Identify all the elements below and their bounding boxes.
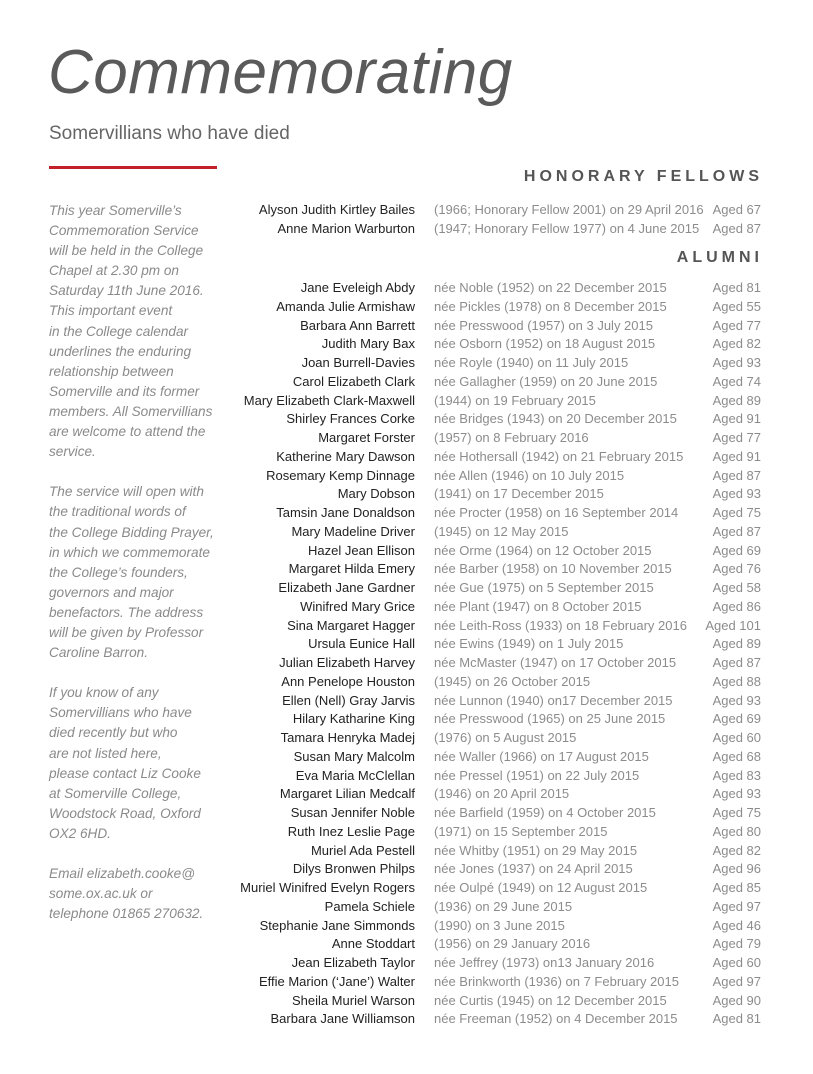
entry-name: Mary Madeline Driver (291, 523, 415, 539)
entry-detail: (1957) on 8 February 2016 (434, 430, 589, 445)
entry-detail: née Whitby (1951) on 29 May 2015 (434, 842, 638, 858)
entry-name: Winifred Mary Grice (300, 598, 415, 614)
entry-detail: (1941) on 17 December 2015 (434, 486, 604, 502)
list-item (0, 598, 813, 617)
honorary-fellows-list (0, 201, 813, 239)
entry-detail: née Brinkworth (1936) on 7 February 2015 (434, 973, 679, 989)
page-title: Commemorating (48, 38, 513, 107)
entry-age: Aged 87 (712, 523, 761, 539)
entry-detail: née Oulpé (1949) on 12 August 2015 (434, 880, 648, 895)
alumni-heading: ALUMNI (676, 249, 763, 266)
list-item (0, 710, 813, 729)
entry-name: Carol Elizabeth Clark (292, 373, 415, 389)
entry-detail: née Barfield (1959) on 4 October 2015 (434, 805, 656, 820)
entry-age: Aged 93 (712, 692, 761, 708)
entry-age: Aged 55 (712, 298, 761, 314)
entry-name: Amanda Julie Armishaw (276, 298, 415, 314)
list-item (0, 973, 813, 992)
entry-age: Aged 80 (712, 823, 761, 839)
entry-name: Susan Mary Malcolm (293, 748, 415, 764)
entry-name: Sina Margaret Hagger (287, 617, 415, 633)
list-item (0, 523, 813, 542)
entry-age: Aged 79 (712, 936, 761, 952)
entry-detail: née Gallagher (1959) on 20 June 2015 (434, 373, 658, 389)
entry-detail: née Freeman (1952) on 4 December 2015 (434, 1011, 678, 1027)
entry-name: Eva Maria McClellan (295, 767, 415, 783)
entry-age: Aged 60 (712, 955, 761, 970)
list-item (0, 692, 813, 711)
entry-detail: (1944) on 19 February 2015 (434, 392, 596, 408)
entry-age: Aged 93 (712, 355, 761, 370)
entry-age: Aged 96 (712, 861, 761, 877)
entry-age: Aged 81 (712, 1011, 761, 1027)
entry-age: Aged 89 (712, 392, 761, 408)
list-item (0, 804, 813, 823)
list-item (0, 917, 813, 936)
entry-name: Julian Elizabeth Harvey (279, 655, 415, 670)
entry-detail: née Curtis (1945) on 12 December 2015 (434, 992, 667, 1008)
entry-age: Aged 81 (712, 280, 761, 295)
entry-detail: (1971) on 15 September 2015 (434, 823, 608, 839)
entry-detail: née Bridges (1943) on 20 December 2015 (434, 411, 677, 427)
entry-age: Aged 75 (712, 805, 761, 820)
entry-detail: née Waller (1966) on 17 August 2015 (434, 748, 649, 764)
entry-detail: née Gue (1975) on 5 September 2015 (434, 580, 654, 595)
list-item (0, 935, 813, 954)
entry-age: Aged 75 (712, 505, 761, 520)
list-item (0, 410, 813, 429)
list-item (0, 767, 813, 786)
list-item (0, 729, 813, 748)
list-item (0, 279, 813, 298)
entry-detail: née Hothersall (1942) on 21 February 2015 (434, 448, 684, 464)
entry-detail: née Pickles (1978) on 8 December 2015 (434, 298, 667, 314)
list-item (0, 785, 813, 804)
entry-name: Barbara Jane Williamson (270, 1011, 415, 1027)
entry-detail: née Noble (1952) on 22 December 2015 (434, 280, 667, 295)
entry-name: Pamela Schiele (324, 898, 415, 914)
entry-detail: née Plant (1947) on 8 October 2015 (434, 598, 642, 614)
entry-name: Hilary Katharine King (292, 711, 415, 727)
entry-name: Jane Eveleigh Abdy (300, 280, 415, 295)
entry-age: Aged 88 (712, 673, 761, 689)
entry-name: Elizabeth Jane Gardner (278, 580, 415, 595)
entry-detail: (1936) on 29 June 2015 (434, 898, 573, 914)
entry-detail: née Lunnon (1940) on17 December 2015 (434, 692, 673, 708)
entry-detail: née Pressel (1951) on 22 July 2015 (434, 767, 640, 783)
alumni-list (0, 279, 813, 1029)
entry-age: Aged 67 (712, 202, 761, 217)
entry-name: Anne Stoddart (331, 936, 415, 952)
entry-age: Aged 46 (712, 917, 761, 933)
entry-name: Tamara Henryka Madej (280, 730, 415, 745)
entry-name: Muriel Winifred Evelyn Rogers (240, 880, 415, 895)
entry-age: Aged 97 (712, 973, 761, 989)
entry-age: Aged 74 (712, 373, 761, 389)
entry-detail: (1945) on 26 October 2015 (434, 673, 591, 689)
entry-detail: née Barber (1958) on 10 November 2015 (434, 561, 672, 577)
entry-detail: (1945) on 12 May 2015 (434, 523, 569, 539)
entry-name: Stephanie Jane Simmonds (259, 917, 415, 933)
entry-name: Judith Mary Bax (321, 336, 415, 352)
entry-name: Anne Marion Warburton (277, 220, 415, 236)
entry-detail: née McMaster (1947) on 17 October 2015 (434, 655, 677, 670)
entry-name: Ellen (Nell) Gray Jarvis (282, 692, 415, 708)
list-item (0, 654, 813, 673)
accent-rule (49, 166, 217, 169)
entry-age: Aged 77 (712, 317, 761, 333)
entry-age: Aged 69 (712, 542, 761, 558)
entry-detail: née Allen (1946) on 10 July 2015 (434, 467, 625, 483)
entry-name: Dilys Bronwen Philps (292, 861, 415, 877)
sidebar-paragraph-service: This year Somerville’s Commemoration Service will be held in the College Chapel at 2.30 pm on Saturday 11th June 2016. This important event in the College calendar underlines the enduring relationship between Somerville and its former members. All Somervillians are welcome to attend the service. (49, 203, 213, 460)
entry-detail: née Presswood (1957) on 3 July 2015 (434, 317, 653, 333)
entry-age: Aged 89 (712, 636, 761, 652)
list-item (0, 485, 813, 504)
entry-name: Ann Penelope Houston (281, 673, 415, 689)
list-item (0, 617, 813, 636)
entry-age: Aged 68 (712, 748, 761, 764)
list-item (0, 823, 813, 842)
list-item (0, 842, 813, 861)
entry-detail: née Procter (1958) on 16 September 2014 (434, 505, 679, 520)
entry-detail: (1956) on 29 January 2016 (434, 936, 591, 952)
entry-name: Katherine Mary Dawson (276, 448, 415, 464)
entry-age: Aged 69 (712, 711, 761, 727)
entry-detail: née Leith-Ross (1933) on 18 February 2016 (434, 617, 687, 633)
entry-age: Aged 93 (712, 786, 761, 802)
entry-age: Aged 58 (712, 580, 761, 595)
entry-name: Tamsin Jane Donaldson (276, 505, 415, 520)
list-item (0, 898, 813, 917)
entry-name: Hazel Jean Ellison (308, 542, 415, 558)
entry-age: Aged 85 (712, 880, 761, 895)
entry-name: Jean Elizabeth Taylor (291, 955, 415, 970)
entry-detail: née Jeffrey (1973) on13 January 2016 (434, 955, 655, 970)
entry-age: Aged 82 (712, 336, 761, 352)
entry-detail: née Presswood (1965) on 25 June 2015 (434, 711, 666, 727)
entry-age: Aged 97 (712, 898, 761, 914)
entry-name: Mary Dobson (337, 486, 415, 502)
entry-detail: (1976) on 5 August 2015 (434, 730, 577, 745)
entry-name: Shirley Frances Corke (286, 411, 415, 427)
entry-age: Aged 91 (712, 411, 761, 427)
list-item (0, 373, 813, 392)
entry-name: Margaret Forster (318, 430, 415, 445)
entry-age: Aged 83 (712, 767, 761, 783)
entry-age: Aged 90 (712, 992, 761, 1008)
entry-name: Susan Jennifer Noble (290, 805, 415, 820)
list-item (0, 448, 813, 467)
entry-age: Aged 86 (712, 598, 761, 614)
list-item (0, 392, 813, 411)
list-item (0, 335, 813, 354)
entry-age: Aged 87 (712, 655, 761, 670)
entry-detail: née Jones (1937) on 24 April 2015 (434, 861, 633, 877)
entry-detail: née Orme (1964) on 12 October 2015 (434, 542, 652, 558)
honorary-fellows-heading: HONORARY FELLOWS (523, 168, 763, 185)
entry-name: Alyson Judith Kirtley Bailes (258, 202, 415, 217)
entry-age: Aged 93 (712, 486, 761, 502)
entry-age: Aged 87 (712, 467, 761, 483)
list-item (0, 635, 813, 654)
list-item (0, 542, 813, 561)
entry-name: Margaret Lilian Medcalf (279, 786, 415, 802)
sidebar-paragraph-bidding-prayer: The service will open with the traditional words of the College Bidding Prayer, in which we commemorate the College’s founders, governors and major benefactors. The address will be given by Professor Caroline Barron. (49, 484, 214, 661)
entry-detail: (1990) on 3 June 2015 (434, 917, 565, 933)
entry-name: Rosemary Kemp Dinnage (266, 467, 415, 483)
entry-age: Aged 60 (712, 730, 761, 745)
entry-age: Aged 76 (712, 561, 761, 577)
list-item (0, 220, 813, 239)
entry-age: Aged 91 (712, 448, 761, 464)
list-item (0, 467, 813, 486)
entry-age: Aged 101 (705, 617, 761, 633)
list-item (0, 992, 813, 1011)
entry-detail: (1947; Honorary Fellow 1977) on 4 June 2015 (434, 220, 700, 236)
entry-age: Aged 87 (712, 220, 761, 236)
entry-detail: née Royle (1940) on 11 July 2015 (434, 355, 629, 370)
sidebar-paragraph-contact: If you know of any Somervillians who have died recently but who are not listed here, please contact Liz Cooke at Somerville College, Woodstock Road, Oxford OX2 6HD. (49, 685, 201, 841)
list-item (0, 429, 813, 448)
list-item (0, 354, 813, 373)
entry-name: Ursula Eunice Hall (308, 636, 415, 652)
list-item (0, 298, 813, 317)
list-item (0, 560, 813, 579)
list-item (0, 860, 813, 879)
sidebar-paragraph-email: Email elizabeth.cooke@ some.ox.ac.uk or telephone 01865 270632. (49, 866, 204, 922)
list-item (0, 748, 813, 767)
list-item (0, 317, 813, 336)
list-item (0, 504, 813, 523)
list-item (0, 673, 813, 692)
list-item (0, 1010, 813, 1029)
entry-name: Sheila Muriel Warson (291, 992, 415, 1008)
list-item (0, 579, 813, 598)
entry-name: Margaret Hilda Emery (288, 561, 415, 577)
entry-age: Aged 77 (712, 430, 761, 445)
entry-name: Barbara Ann Barrett (300, 317, 415, 333)
page-subtitle: Somervillians who have died (49, 123, 290, 144)
entry-detail: née Osborn (1952) on 18 August 2015 (434, 336, 656, 352)
entry-name: Mary Elizabeth Clark-Maxwell (243, 392, 415, 408)
entry-age: Aged 82 (712, 842, 761, 858)
entry-name: Joan Burrell-Davies (301, 355, 415, 370)
entry-name: Effie Marion (‘Jane’) Walter (258, 973, 415, 989)
list-item (0, 954, 813, 973)
entry-name: Muriel Ada Pestell (310, 842, 415, 858)
entry-detail: (1966; Honorary Fellow 2001) on 29 April 2016 (434, 202, 704, 217)
list-item (0, 201, 813, 220)
entry-detail: née Ewins (1949) on 1 July 2015 (434, 636, 624, 652)
entry-name: Ruth Inez Leslie Page (287, 823, 415, 839)
entry-detail: (1946) on 20 April 2015 (434, 786, 570, 802)
list-item (0, 879, 813, 898)
